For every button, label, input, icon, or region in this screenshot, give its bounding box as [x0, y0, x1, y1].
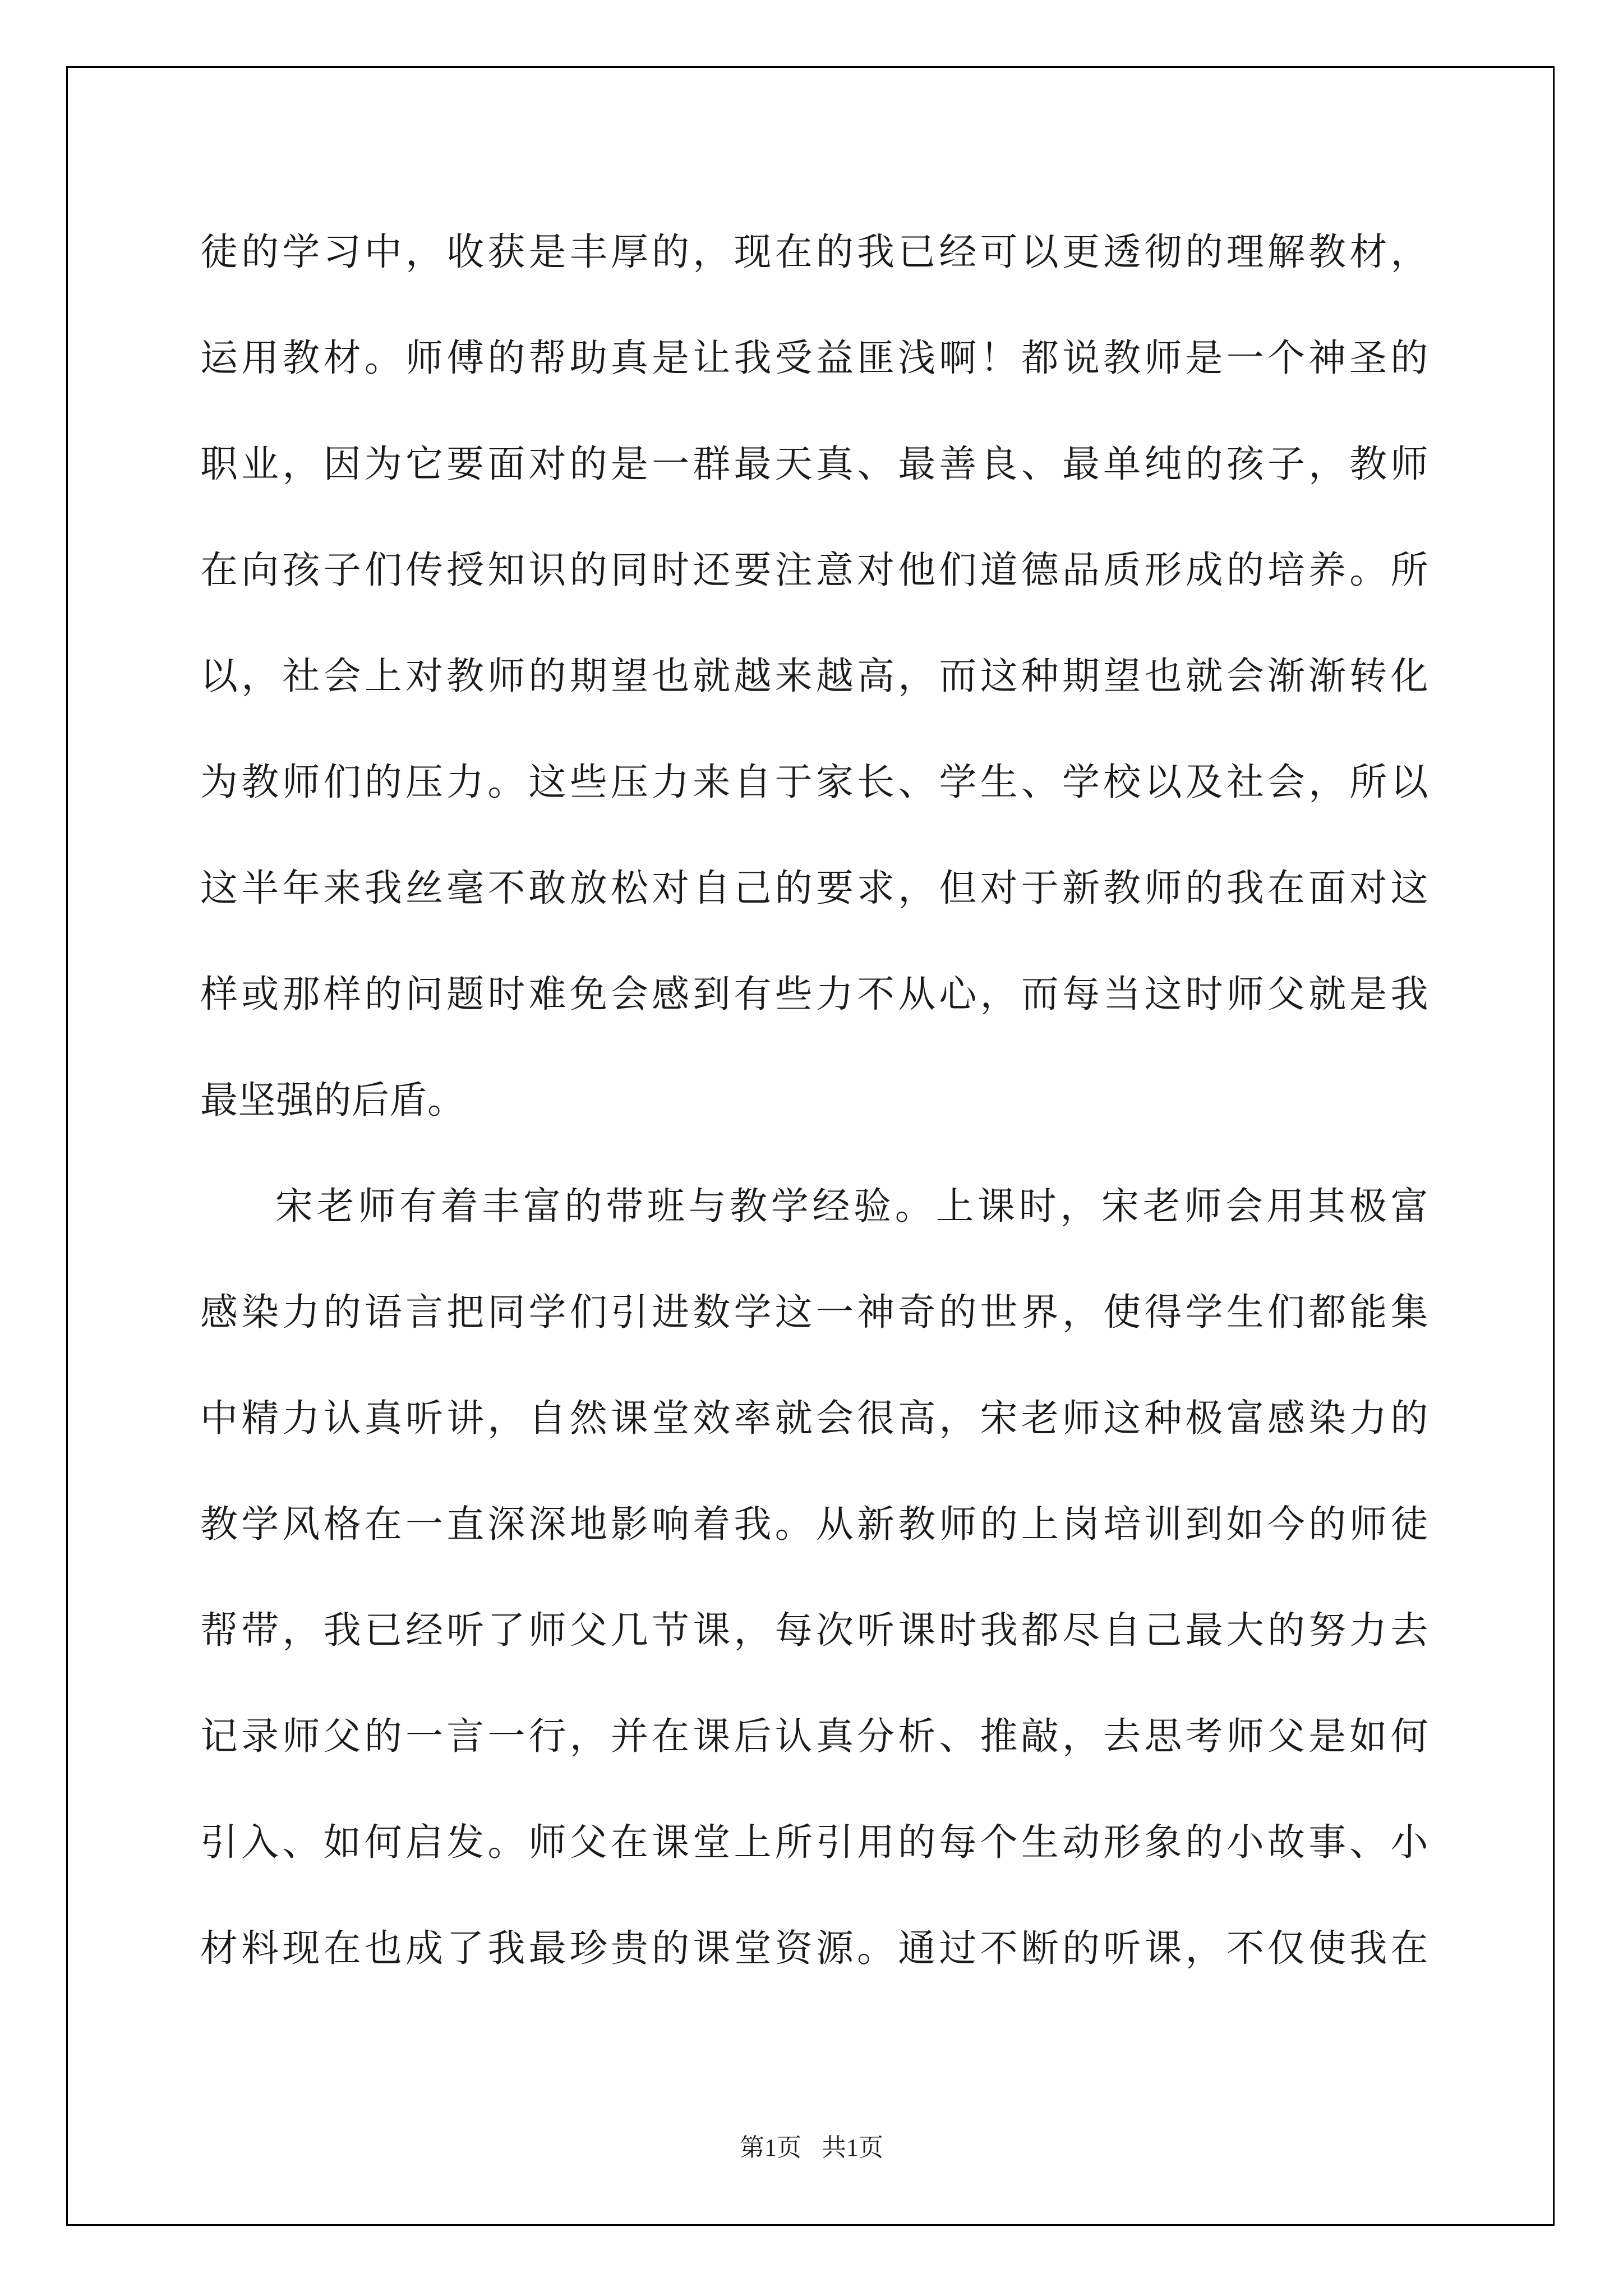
text-line: 材料现在也成了我最珍贵的课堂资源。通过不断的听课，不仅使我在: [200, 1926, 1428, 1970]
text-line: 最坚强的后盾。: [200, 1078, 465, 1122]
paragraph-first-line: 宋老师有着丰富的带班与教学经验。上课时，宋老师会用其极富: [275, 1184, 1428, 1228]
text-line: 在向孩子们传授知识的同时还要注意对他们道德品质形成的培养。所: [200, 548, 1428, 592]
text-line: 感染力的语言把同学们引进数学这一神奇的世界，使得学生们都能集: [200, 1290, 1428, 1334]
text-line: 这半年来我丝毫不敢放松对自己的要求，但对于新教师的我在面对这: [200, 866, 1428, 910]
page-total: 共1页: [822, 2134, 883, 2161]
text-line: 运用教材。师傅的帮助真是让我受益匪浅啊！都说教师是一个神圣的: [200, 336, 1428, 380]
text-line: 教学风格在一直深深地影响着我。从新教师的上岗培训到如今的师徒: [200, 1502, 1428, 1546]
text-line: 引入、如何启发。师父在课堂上所引用的每个生动形象的小故事、小: [200, 1820, 1428, 1864]
text-line: 徒的学习中，收获是丰厚的，现在的我已经可以更透彻的理解教材，: [200, 230, 1428, 274]
page-footer: [0, 2127, 1623, 2163]
text-line: 以，社会上对教师的期望也就越来越高，而这种期望也就会渐渐转化: [200, 654, 1428, 698]
text-line: 为教师们的压力。这些压力来自于家长、学生、学校以及社会，所以: [200, 760, 1428, 804]
text-line: 中精力认真听讲，自然课堂效率就会很高，宋老师这种极富感染力的: [200, 1396, 1428, 1440]
text-line: 样或那样的问题时难免会感到有些力不从心，而每当这时师父就是我: [200, 972, 1428, 1016]
text-line: 职业，因为它要面对的是一群最天真、最善良、最单纯的孩子，教师: [200, 442, 1428, 486]
page-number: 第1页: [740, 2134, 801, 2161]
text-line: 记录师父的一言一行，并在课后认真分析、推敲，去思考师父是如何: [200, 1714, 1428, 1758]
text-line: 帮带，我已经听了师父几节课，每次听课时我都尽自己最大的努力去: [200, 1608, 1428, 1652]
body-text: [200, 199, 1428, 2001]
